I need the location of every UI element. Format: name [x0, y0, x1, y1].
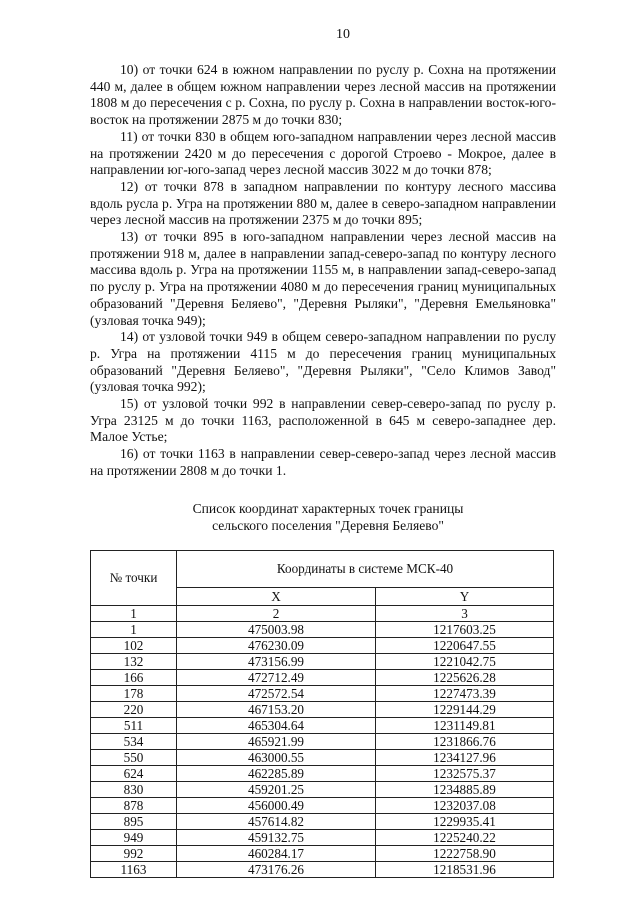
paragraph-13: 13) от точки 895 в юго-западном направлении через лесной массив на протяжении 918 м, далее в направлении запад-северо-запад по контуру лесного массива вдоль р. Угра на протяжении 1155 м, в направлении запад-северо-запад по руслу р. Угра на протяжении 4080 м до пересечения границ муниципальных образований "Деревня Беляево", "Деревня Рыляки", "Деревня Емельяновка" (узловая точка 949); [90, 229, 556, 328]
paragraph-12: 12) от точки 878 в западном направлении по контуру лесного массива вдоль русла р. Угра на протяжении 880 м, далее в северо-западном направлении через лесной массив на протяжении 2375 м до точки 895; [90, 178, 556, 228]
x-cell: 459201.25 [177, 781, 376, 797]
table-row [91, 781, 554, 797]
y-cell: 1234127.96 [376, 749, 554, 765]
paragraph-11: 11) от точки 830 в общем юго-западном направлении через лесной массив на протяжении 2420 м до пересечения с дорогой Строево - Мокрое, далее в направлении юг-юго-запад через лесной массив 3022 м до точки 878; [90, 128, 556, 178]
table-row [91, 797, 554, 813]
column-number: 1 [91, 605, 177, 621]
table-row [91, 653, 554, 669]
column-number-row [91, 605, 554, 621]
point-number-cell: 511 [91, 717, 177, 733]
table-title-line-1: Список координат характерных точек границы [192, 500, 464, 516]
table-row [91, 845, 554, 861]
y-cell: 1222758.90 [376, 845, 554, 861]
x-cell: 473156.99 [177, 653, 376, 669]
y-cell: 1225240.22 [376, 829, 554, 845]
column-number: 2 [177, 605, 376, 621]
point-number-cell: 830 [91, 781, 177, 797]
x-cell: 465921.99 [177, 733, 376, 749]
header-point-number: № точки [91, 550, 177, 605]
x-cell: 460284.17 [177, 845, 376, 861]
table-row [91, 829, 554, 845]
point-number-cell: 220 [91, 701, 177, 717]
point-number-cell: 550 [91, 749, 177, 765]
y-cell: 1221042.75 [376, 653, 554, 669]
x-cell: 476230.09 [177, 637, 376, 653]
point-number-cell: 166 [91, 669, 177, 685]
y-cell: 1231149.81 [376, 717, 554, 733]
table-row [91, 813, 554, 829]
x-cell: 472572.54 [177, 685, 376, 701]
y-cell: 1229935.41 [376, 813, 554, 829]
coordinates-table [90, 550, 554, 878]
paragraph-14: 14) от узловой точки 949 в общем северо-западном направлении по руслу р. Угра на протяжении 4115 м до пересечения границ муниципальных образований "Деревня Беляево", "Деревня Рыляки", "Село Климов Завод" (узловая точка 992); [90, 329, 556, 395]
paragraph-10: 10) от точки 624 в южном направлении по руслу р. Сохна на протяжении 440 м, далее в общем южном направлении через лесной массив на протяжении 1808 м до пересечения с р. Сохна, по руслу р. Сохна в направлении восток-юго-восток на протяжении 2875 м до точки 830; [90, 62, 556, 128]
x-cell: 472712.49 [177, 669, 376, 685]
x-cell: 456000.49 [177, 797, 376, 813]
y-cell: 1217603.25 [376, 621, 554, 637]
x-cell: 475003.98 [177, 621, 376, 637]
point-number-cell: 132 [91, 653, 177, 669]
table-title [90, 500, 556, 534]
point-number-cell: 895 [91, 813, 177, 829]
table-row [91, 765, 554, 781]
table-row [91, 717, 554, 733]
paragraph-16: 16) от точки 1163 в направлении север-северо-запад через лесной массив на протяжении 2808 м до точки 1. [90, 446, 556, 478]
point-number-cell: 878 [91, 797, 177, 813]
x-cell: 462285.89 [177, 765, 376, 781]
table-title-line-2: сельского поселения "Деревня Беляево" [212, 517, 444, 533]
x-cell: 457614.82 [177, 813, 376, 829]
point-number-cell: 178 [91, 685, 177, 701]
point-number-cell: 534 [91, 733, 177, 749]
boundary-description [90, 62, 556, 480]
table-row [91, 749, 554, 765]
y-cell: 1234885.89 [376, 781, 554, 797]
y-cell: 1232037.08 [376, 797, 554, 813]
y-cell: 1231866.76 [376, 733, 554, 749]
header-y: Y [376, 587, 554, 605]
point-number-cell: 949 [91, 829, 177, 845]
column-number: 3 [376, 605, 554, 621]
y-cell: 1218531.96 [376, 861, 554, 877]
table-row [91, 701, 554, 717]
table-row [91, 669, 554, 685]
point-number-cell: 102 [91, 637, 177, 653]
y-cell: 1220647.55 [376, 637, 554, 653]
table-row [91, 621, 554, 637]
table-row [91, 637, 554, 653]
y-cell: 1227473.39 [376, 685, 554, 701]
y-cell: 1229144.29 [376, 701, 554, 717]
header-x: X [177, 587, 376, 605]
x-cell: 465304.64 [177, 717, 376, 733]
x-cell: 467153.20 [177, 701, 376, 717]
point-number-cell: 1 [91, 621, 177, 637]
table-row [91, 733, 554, 749]
table-row [91, 861, 554, 877]
header-coordinates: Координаты в системе МСК-40 [177, 550, 554, 587]
x-cell: 473176.26 [177, 861, 376, 877]
x-cell: 463000.55 [177, 749, 376, 765]
y-cell: 1225626.28 [376, 669, 554, 685]
table-row [91, 685, 554, 701]
point-number-cell: 624 [91, 765, 177, 781]
point-number-cell: 1163 [91, 861, 177, 877]
y-cell: 1232575.37 [376, 765, 554, 781]
x-cell: 459132.75 [177, 829, 376, 845]
paragraph-15: 15) от узловой точки 992 в направлении север-северо-запад по руслу р. Угра 23125 м до точки 1163, расположенной в 645 м северо-западнее дер. Малое Устье; [90, 396, 556, 445]
page-number: 10 [336, 27, 350, 42]
point-number-cell: 992 [91, 845, 177, 861]
